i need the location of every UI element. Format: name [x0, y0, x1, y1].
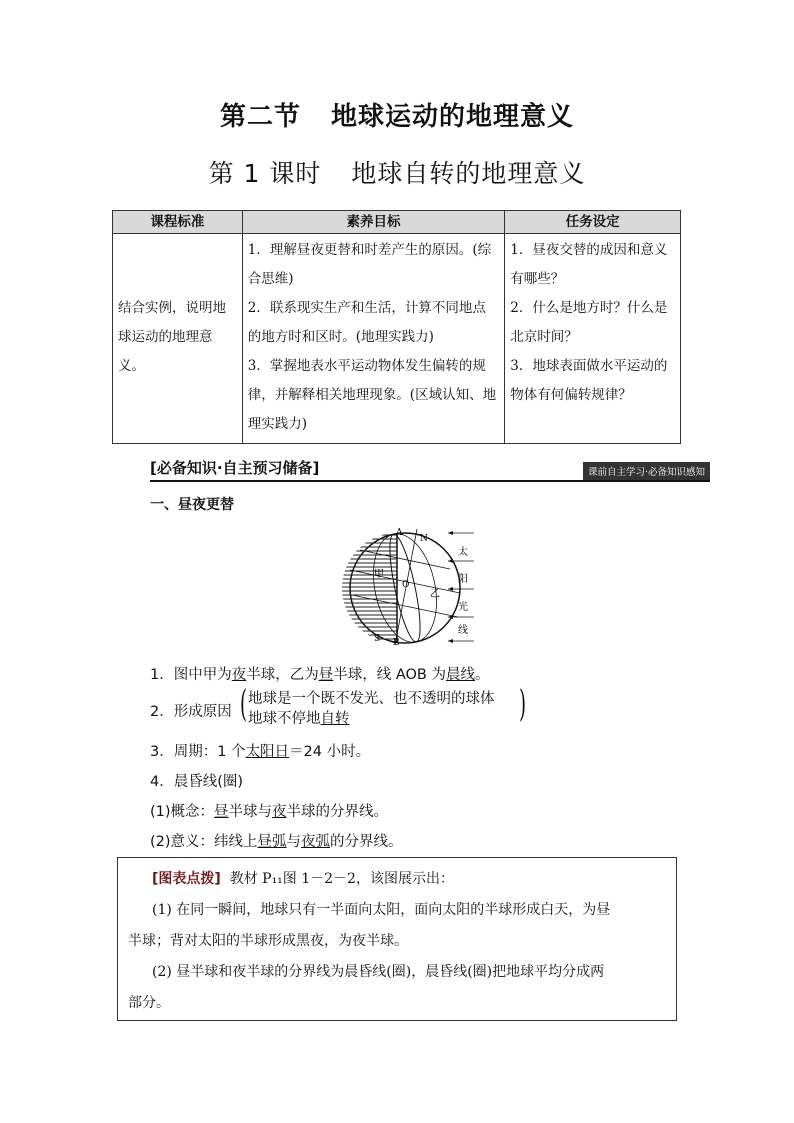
- reason-2: 地球不停地自转: [248, 711, 350, 727]
- label-A: A: [396, 528, 403, 538]
- task-item: 1．昼夜交替的成因和意义有哪些？: [510, 242, 668, 287]
- lesson-title: [0, 154, 794, 190]
- table-cell-tasks: [505, 234, 681, 444]
- section-title: 地球运动的地理意义: [331, 102, 575, 132]
- goal-item: 2．联系现实生产和生活，计算不同地点的地方时和区时。(地理实践力): [247, 300, 486, 345]
- item-4-1: (1)概念：昼半球与夜半球的分界线。: [150, 804, 389, 820]
- note-para-2: (2) 昼半球和夜半球的分界线为晨昏线(圈)，晨昏线(圈)把地球平均分成两: [152, 964, 605, 980]
- table-header-standard: 课程标准: [113, 211, 243, 234]
- sunlight-label: 太: [458, 547, 468, 558]
- item-4: 4．晨昏线(圈): [150, 774, 244, 790]
- sunlight-label: 阳: [458, 574, 468, 585]
- task-item: 3．地球表面做水平运动的物体有何偏转规律？: [510, 358, 668, 403]
- note-intro: [图表点拨] 教材 P₁₁图 1－2－2，该图展示出：: [152, 871, 454, 887]
- lesson-number: 第 1 课时: [208, 159, 322, 188]
- curriculum-table: [112, 210, 681, 444]
- heading-day-night: 一、昼夜更替: [150, 497, 234, 513]
- table-cell-goals: [242, 234, 505, 444]
- brace-left: (: [240, 684, 248, 725]
- label-N: N: [420, 534, 428, 544]
- label-O: O: [402, 580, 410, 590]
- item-3: 3．周期：1 个太阳日＝24 小时。: [150, 744, 371, 760]
- table-header-goals: 素养目标: [242, 211, 505, 234]
- label-yi: 乙: [430, 589, 440, 600]
- sunlight-label: 光: [458, 602, 468, 613]
- table-header-tasks: 任务设定: [505, 211, 681, 234]
- figure-note-box: [117, 857, 677, 1021]
- brace-right: ): [518, 684, 526, 725]
- day-night-diagram: [340, 525, 480, 647]
- item-1: 1．图中甲为夜半球，乙为昼半球，线 AOB 为晨线。: [150, 667, 490, 683]
- item-2-label: 2．形成原因: [150, 704, 232, 720]
- item-4-2: (2)意义：纬线上昼弧与夜弧的分界线。: [150, 834, 403, 850]
- goal-item: 3．掌握地表水平运动物体发生偏转的规律，并解释相关地理现象。(区域认知、地理实践力): [247, 358, 497, 432]
- note-tag: [图表点拨]: [152, 871, 221, 887]
- reason-1: 地球是一个既不发光、也不透明的球体: [248, 691, 495, 707]
- table-cell-standard: 结合实例，说明地球运动的地理意义。: [113, 234, 243, 444]
- section-tag: 课前自主学习·必备知识感知: [583, 462, 710, 480]
- page-title: [0, 96, 794, 133]
- section-heading: [必备知识·自主预习储备]: [150, 459, 320, 477]
- goal-item: 1．理解昼夜更替和时差产生的原因。(综合思维): [247, 242, 492, 287]
- label-jia: 甲: [374, 569, 384, 580]
- item-2-brace: [240, 684, 526, 727]
- label-B: B: [393, 638, 400, 647]
- lesson-name: 地球自转的地理意义: [351, 159, 586, 188]
- section-bar: [150, 457, 710, 479]
- section-number: 第二节: [219, 102, 301, 132]
- section-divider: [150, 480, 710, 482]
- label-S: S: [374, 634, 381, 644]
- task-item: 2．什么是地方时？什么是北京时间？: [510, 300, 668, 345]
- note-para-1-cont: 半球；背对太阳的半球形成黑夜，为夜半球。: [128, 933, 408, 949]
- sunlight-label: 线: [458, 625, 468, 636]
- note-para-2-cont: 部分。: [128, 995, 170, 1011]
- note-para-1: (1) 在同一瞬间，地球只有一半面向太阳，面向太阳的半球形成白天，为昼: [152, 902, 611, 918]
